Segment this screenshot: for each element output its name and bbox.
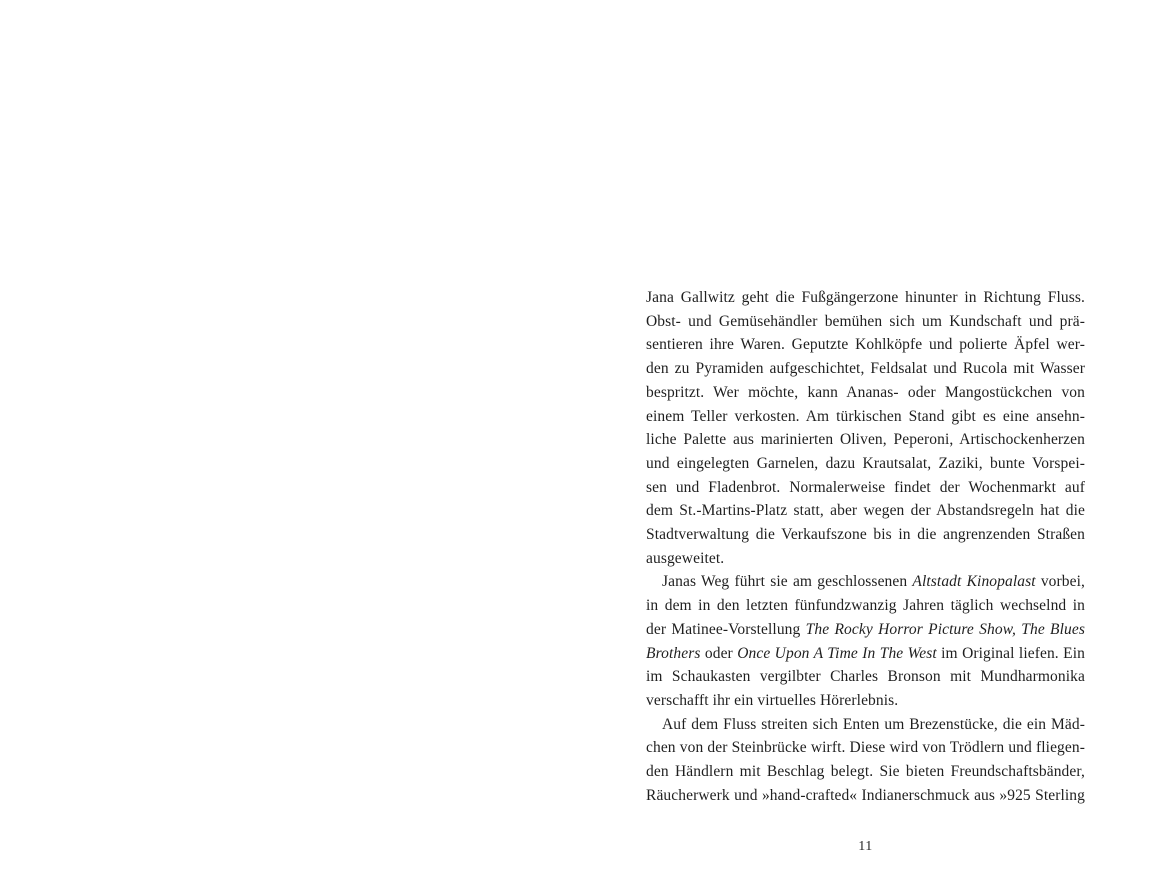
text-line [646,642,1085,666]
paragraph [646,570,1085,712]
paragraph [646,713,1085,808]
text-segment: Jana Gallwitz geht die Fußgängerzone hinunter in Richtung Fluss. [646,289,1085,306]
text-line [646,713,1085,737]
text-line [646,428,1085,452]
italic-title-text: Once Upon A Time In The West [737,644,937,662]
text-line [646,523,1085,547]
italic-title-text: Brothers [646,644,701,662]
text-line [646,405,1085,429]
text-line [646,689,1085,713]
text-line [646,452,1085,476]
text-line [646,381,1085,405]
paragraph [646,286,1085,570]
text-line [646,594,1085,618]
text-segment: Auf dem Fluss streiten sich Enten um Brezenstücke, die ein Mäd- [662,715,1085,733]
text-segment: Stadtverwaltung die Verkaufszone bis in die angrenzenden Straßen [646,526,1085,544]
text-line [646,310,1085,334]
text-line [646,547,1085,571]
text-segment: im Original liefen. Ein [936,644,1085,662]
text-line [646,570,1085,594]
text-column [646,286,1085,807]
text-segment: ausgeweitet. [646,549,725,567]
text-segment: im Schaukasten vergilbter Charles Bronson mit Mundharmonika [646,668,1085,686]
text-line [646,760,1085,784]
text-segment: verschafft ihr ein virtuelles Hörerlebnis. [646,691,899,709]
text-segment: sen und Fladenbrot. Normalerweise findet der Wochenmarkt auf [646,478,1085,496]
text-line [646,784,1085,808]
text-line [646,665,1085,689]
text-segment: vorbei, [1035,573,1086,591]
text-segment: bespritzt. Wer möchte, kann Ananas- oder Mangostückchen von [646,383,1085,401]
italic-title-text: Altstadt Kinopalast [912,573,1036,591]
text-segment: den zu Pyramiden aufgeschichtet, Feldsalat und Rucola mit Wasser [646,360,1085,378]
text-segment: einem Teller verkosten. Am türkischen Stand gibt es eine ansehn- [646,407,1085,425]
text-segment: in dem in den letzten fünfundzwanzig Jahren täglich wechselnd in [646,597,1085,615]
text-segment: chen von der Steinbrücke wirft. Diese wird von Trödlern und fliegen- [646,739,1085,757]
text-segment: der Matinee-Vorstellung [646,620,806,638]
text-line [646,476,1085,500]
text-segment: oder [700,644,738,662]
text-line [646,618,1085,642]
text-segment: liche Palette aus marinierten Oliven, Peperoni, Artischockenherzen [646,431,1085,449]
text-line [646,357,1085,381]
text-line [646,333,1085,357]
text-segment: Janas Weg führt sie am geschlossenen [662,573,913,591]
page-number: 11 [858,839,873,854]
text-segment: Obst- und Gemüsehändler bemühen sich um Kundschaft und prä- [646,312,1085,330]
text-line [646,499,1085,523]
text-segment: den Händlern mit Beschlag belegt. Sie bieten Freundschaftsbänder, [646,763,1085,781]
text-segment: sentieren ihre Waren. Geputzte Kohlköpfe und polierte Äpfel wer- [646,336,1085,354]
text-line [646,736,1085,760]
text-segment: und eingelegten Garnelen, dazu Krautsalat, Zaziki, bunte Vorspei- [646,454,1085,472]
text-segment: Räucherwerk und »hand-crafted« Indianerschmuck aus »925 Sterling [646,786,1085,804]
text-line [646,286,1085,310]
text-segment: dem St.-Martins-Platz statt, aber wegen der Abstandsregeln hat die [646,502,1085,520]
italic-title-text: The Rocky Horror Picture Show, The Blues [805,620,1085,638]
